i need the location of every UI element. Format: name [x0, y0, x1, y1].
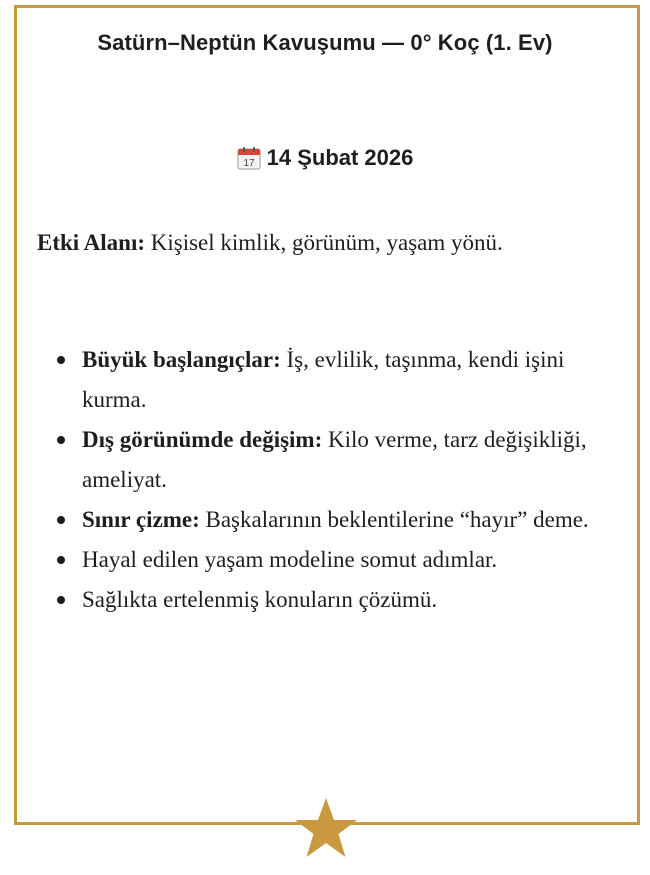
scope-label: Etki Alanı:: [37, 230, 146, 255]
list-item-label: Sınır çizme:: [82, 507, 200, 532]
date-text: 14 Şubat 2026: [266, 145, 414, 170]
bullet-list: [37, 340, 607, 620]
list-item: [37, 420, 607, 500]
list-item-text: Sağlıkta ertelenmiş konuların çözümü.: [82, 587, 438, 612]
page-title: Satürn–Neptün Kavuşumu — 0° Koç (1. Ev): [97, 30, 553, 55]
calendar-icon-day: 17: [243, 158, 255, 169]
list-item-text: Kilo verme, tarz değişikliği, ameliyat.: [82, 427, 587, 492]
list-item-text: İş, evlilik, taşınma, kendi işini kurma.: [82, 347, 565, 412]
list-item-text: Hayal edilen yaşam modeline somut adımlar.: [82, 547, 498, 572]
calendar-icon: [237, 146, 261, 170]
list-item-text: Başkalarının beklentilerine “hayır” deme.: [199, 507, 589, 532]
list-item-label: Büyük başlangıçlar:: [82, 347, 281, 372]
scope-paragraph: [37, 225, 597, 260]
scope-text: Kişisel kimlik, görünüm, yaşam yönü.: [145, 230, 503, 255]
date-row: [0, 145, 650, 171]
list-item-label: Dış görünümde değişim:: [82, 427, 323, 452]
list-item: [37, 580, 607, 620]
list-item: [37, 500, 607, 540]
list-item: [37, 540, 607, 580]
list-item: [37, 340, 607, 420]
star-icon: [294, 797, 358, 859]
